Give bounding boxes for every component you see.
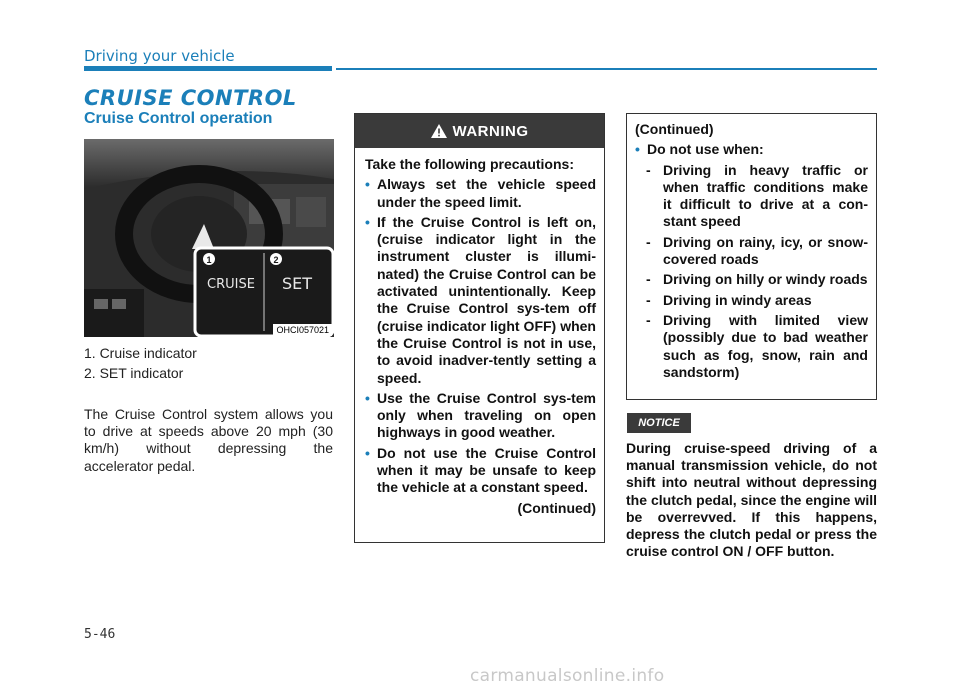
page-title: CRUISE CONTROL: [84, 86, 297, 110]
warning-item: • Use the Cruise Control sys-tem only when traveling on open highways in good weather.: [365, 389, 596, 441]
header-rule-thick: [84, 66, 332, 71]
continued-label: (Continued): [635, 121, 714, 137]
bullet-icon: •: [365, 444, 370, 461]
watermark: carmanualsonline.info: [470, 666, 665, 686]
warning-box: [354, 113, 605, 543]
bullet-icon: •: [365, 213, 370, 230]
condition-item: - Driving in windy areas: [646, 291, 812, 308]
continued-box: [626, 113, 877, 400]
condition-item: - Driving in heavy traffic or when traffic conditions make it difficult to drive at a con-stant speed: [646, 161, 868, 230]
bullet-icon: •: [365, 176, 370, 193]
warning-item: • Always set the vehicle speed under the speed limit.: [365, 176, 596, 210]
condition-item: - Driving on hilly or windy roads: [646, 271, 868, 288]
caption-cruise-indicator: 1. Cruise indicator: [84, 345, 197, 361]
continued-bullet: • Do not use when:: [635, 141, 764, 158]
warning-item: • Do not use the Cruise Control when it may be unsafe to keep the vehicle at a constant speed.: [365, 444, 596, 496]
notice-text: During cruise-speed driving of a manual transmission vehicle, do not shift into neutral without depressing the clutch pedal, since the engine will be overrevved. If this happens, depress the clutch pedal or press the cruise control ON / OFF button.: [626, 440, 877, 560]
dashboard-photo: [84, 139, 334, 337]
figure-code: OHCI057021: [273, 324, 332, 336]
callout-2: 2: [273, 255, 279, 265]
set-indicator-label: SET: [281, 274, 313, 293]
callout-1: 1: [206, 255, 212, 265]
condition-item: - Driving with limited view (possibly due to bad weather such as fog, snow, rain and sandstorm): [646, 311, 868, 380]
condition-item: - Driving on rainy, icy, or snow-covered roads: [646, 233, 868, 268]
cruise-indicator-label: CRUISE: [207, 277, 255, 292]
warning-continued: (Continued): [517, 499, 596, 516]
page-number: 5-46: [84, 627, 116, 642]
section-subtitle: Cruise Control operation: [84, 110, 273, 127]
intro-paragraph: The Cruise Control system allows you to drive at speeds above 20 mph (30 km/h) without depressing the accelerator pedal.: [84, 406, 333, 474]
bullet-icon: •: [635, 141, 640, 158]
section-label: Driving your vehicle: [84, 47, 235, 65]
header-rule-thin: [336, 68, 877, 70]
dashboard-illustration: [84, 139, 334, 337]
warning-title: WARNING: [452, 122, 529, 140]
notice-badge: NOTICE: [627, 413, 691, 433]
bullet-icon: •: [365, 389, 370, 406]
warning-header: [355, 114, 604, 148]
caption-set-indicator: 2. SET indicator: [84, 365, 184, 381]
warning-triangle-icon: [431, 124, 447, 138]
warning-item: • If the Cruise Control is left on, (cruise indicator light in the instrument cluster is illumi-nated) the Cruise Control can be activated unintentionally. Keep the Cruise Control sys-tem off (cruise indicator light OFF) when the Cruise Control is not in use, to avoid inadver-tently setting a speed.: [365, 213, 596, 386]
warning-intro: Take the following precautions:: [365, 156, 574, 172]
